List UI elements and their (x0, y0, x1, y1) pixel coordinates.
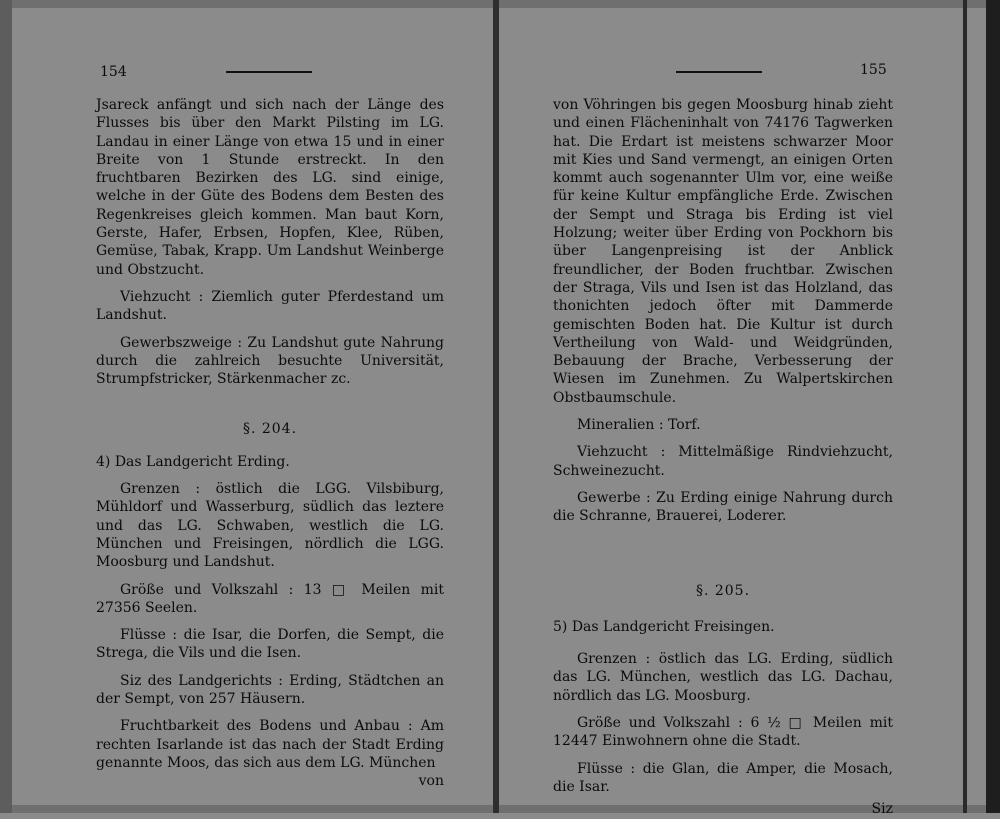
scan-right-edge (986, 0, 1000, 813)
entry: Flüsse : die Glan, die Amper, die Mosach, die Isar. (553, 760, 893, 795)
catchword: von (418, 773, 444, 790)
paragraph: Gewerbe : Zu Erding einige Nahrung durch die Schranne, Brauerei, Loderer. (553, 489, 893, 525)
right-page-number: 155 (860, 62, 887, 78)
right-header-rule (676, 71, 762, 73)
entry: Grenzen : östlich die LGG. Vilsbiburg, Mühldorf und Wasserburg, südlich das leztere und das LG. Schwaben, westlich die LG. München und Freisingen, nördlich die LGG. Moosburg und Landshut. (96, 481, 444, 571)
section-heading: 4) Das Landgericht Erding. (96, 453, 290, 470)
paragraph: Viehzucht : Mittelmäßige Rindviehzucht, Schweinezucht. (553, 444, 893, 479)
entry: Größe und Volkszahl : 13 □ Meilen mit 27356 Seelen. (96, 581, 444, 616)
right-page-body (553, 96, 893, 819)
left-page (96, 96, 444, 791)
book-gutter (493, 0, 499, 813)
entry: Flüsse : die Isar, die Dorfen, die Sempt, die Strega, die Vils und die Isen. (96, 627, 444, 662)
paragraph: Mineralien : Torf. (577, 417, 701, 434)
scan-right-edge-line (963, 0, 967, 813)
section-heading: 5) Das Landgericht Freisingen. (553, 618, 775, 635)
paragraph: Jsareck anfängt und sich nach der Länge des Flusses bis über den Markt Pilsting im LG. Landau in einer Länge von etwa 15 und in einer Breite von 1 Stunde erstreckt. In den fruchtbaren Bezirken des LG. sind einige, welche in der Güte des Bodens dem Besten des Regenkreises gleich kommen. Man baut Korn, Gerste, Hafer, Erbsen, Hopfen, Klee, Rüben, Gemüse, Tabak, Krapp. Um Landshut Weinberge und Obstzucht. (96, 97, 444, 278)
scan-left-edge (0, 0, 12, 813)
left-page-body (96, 96, 444, 791)
paragraph: Viehzucht : Ziemlich guter Pferdestand um Landshut. (96, 288, 444, 324)
section-number: §. 205. (695, 582, 751, 599)
right-page (553, 96, 893, 819)
entry: Fruchtbarkeit des Bodens und Anbau : Am rechten Isarlande ist das nach der Stadt Erding genannte Moos, das sich aus dem LG. München (96, 718, 444, 771)
section-number: §. 204. (242, 421, 298, 438)
entry: Größe und Volkszahl : 6 ½ □ Meilen mit 12447 Einwohnern ohne die Stadt. (553, 715, 893, 750)
scan-top-border (0, 0, 1000, 8)
paragraph: von Vöhringen bis gegen Moosburg hinab zieht und einen Flächeninhalt von 74176 Tagwerken hat. Die Erdart ist meistens schwarzer Moor mit Kies und Sand vermengt, an einigen Orten kommt auch sogenannter Ulm vor, eine weiße für keine Kultur empfängliche Erde. Zwischen der Sempt und Straga bis Erding ist viel Holzung; weiter über Erding von Pockhorn bis über Langenpreising ist der Anblick freundlicher, der Boden fruchtbar. Zwischen der Straga, Vils und Isen ist das Holzland, das thonichten jedoch öfter mit Dammerde gemischten Boden hat. Die Kultur ist durch Vertheilung von Wald- und Weidgründen, Bebauung der Brache, Verbesserung der Wiesen im Zunehmen. Zu Walpertskirchen Obstbaumschule. (553, 97, 893, 406)
entry: Siz des Landgerichts : Erding, Städtchen an der Sempt, von 257 Häusern. (96, 672, 444, 708)
catchword: Siz (871, 801, 893, 818)
paragraph: Gewerbszweige : Zu Landshut gute Nahrung durch die zahlreich besuchte Universität, Strumpfstricker, Stärkenmacher zc. (96, 334, 444, 388)
left-page-number: 154 (100, 64, 127, 80)
entry: Grenzen : östlich das LG. Erding, südlich das LG. München, westlich das LG. Dachau, nördlich das LG. Moosburg. (553, 651, 893, 704)
left-header-rule (226, 71, 312, 73)
